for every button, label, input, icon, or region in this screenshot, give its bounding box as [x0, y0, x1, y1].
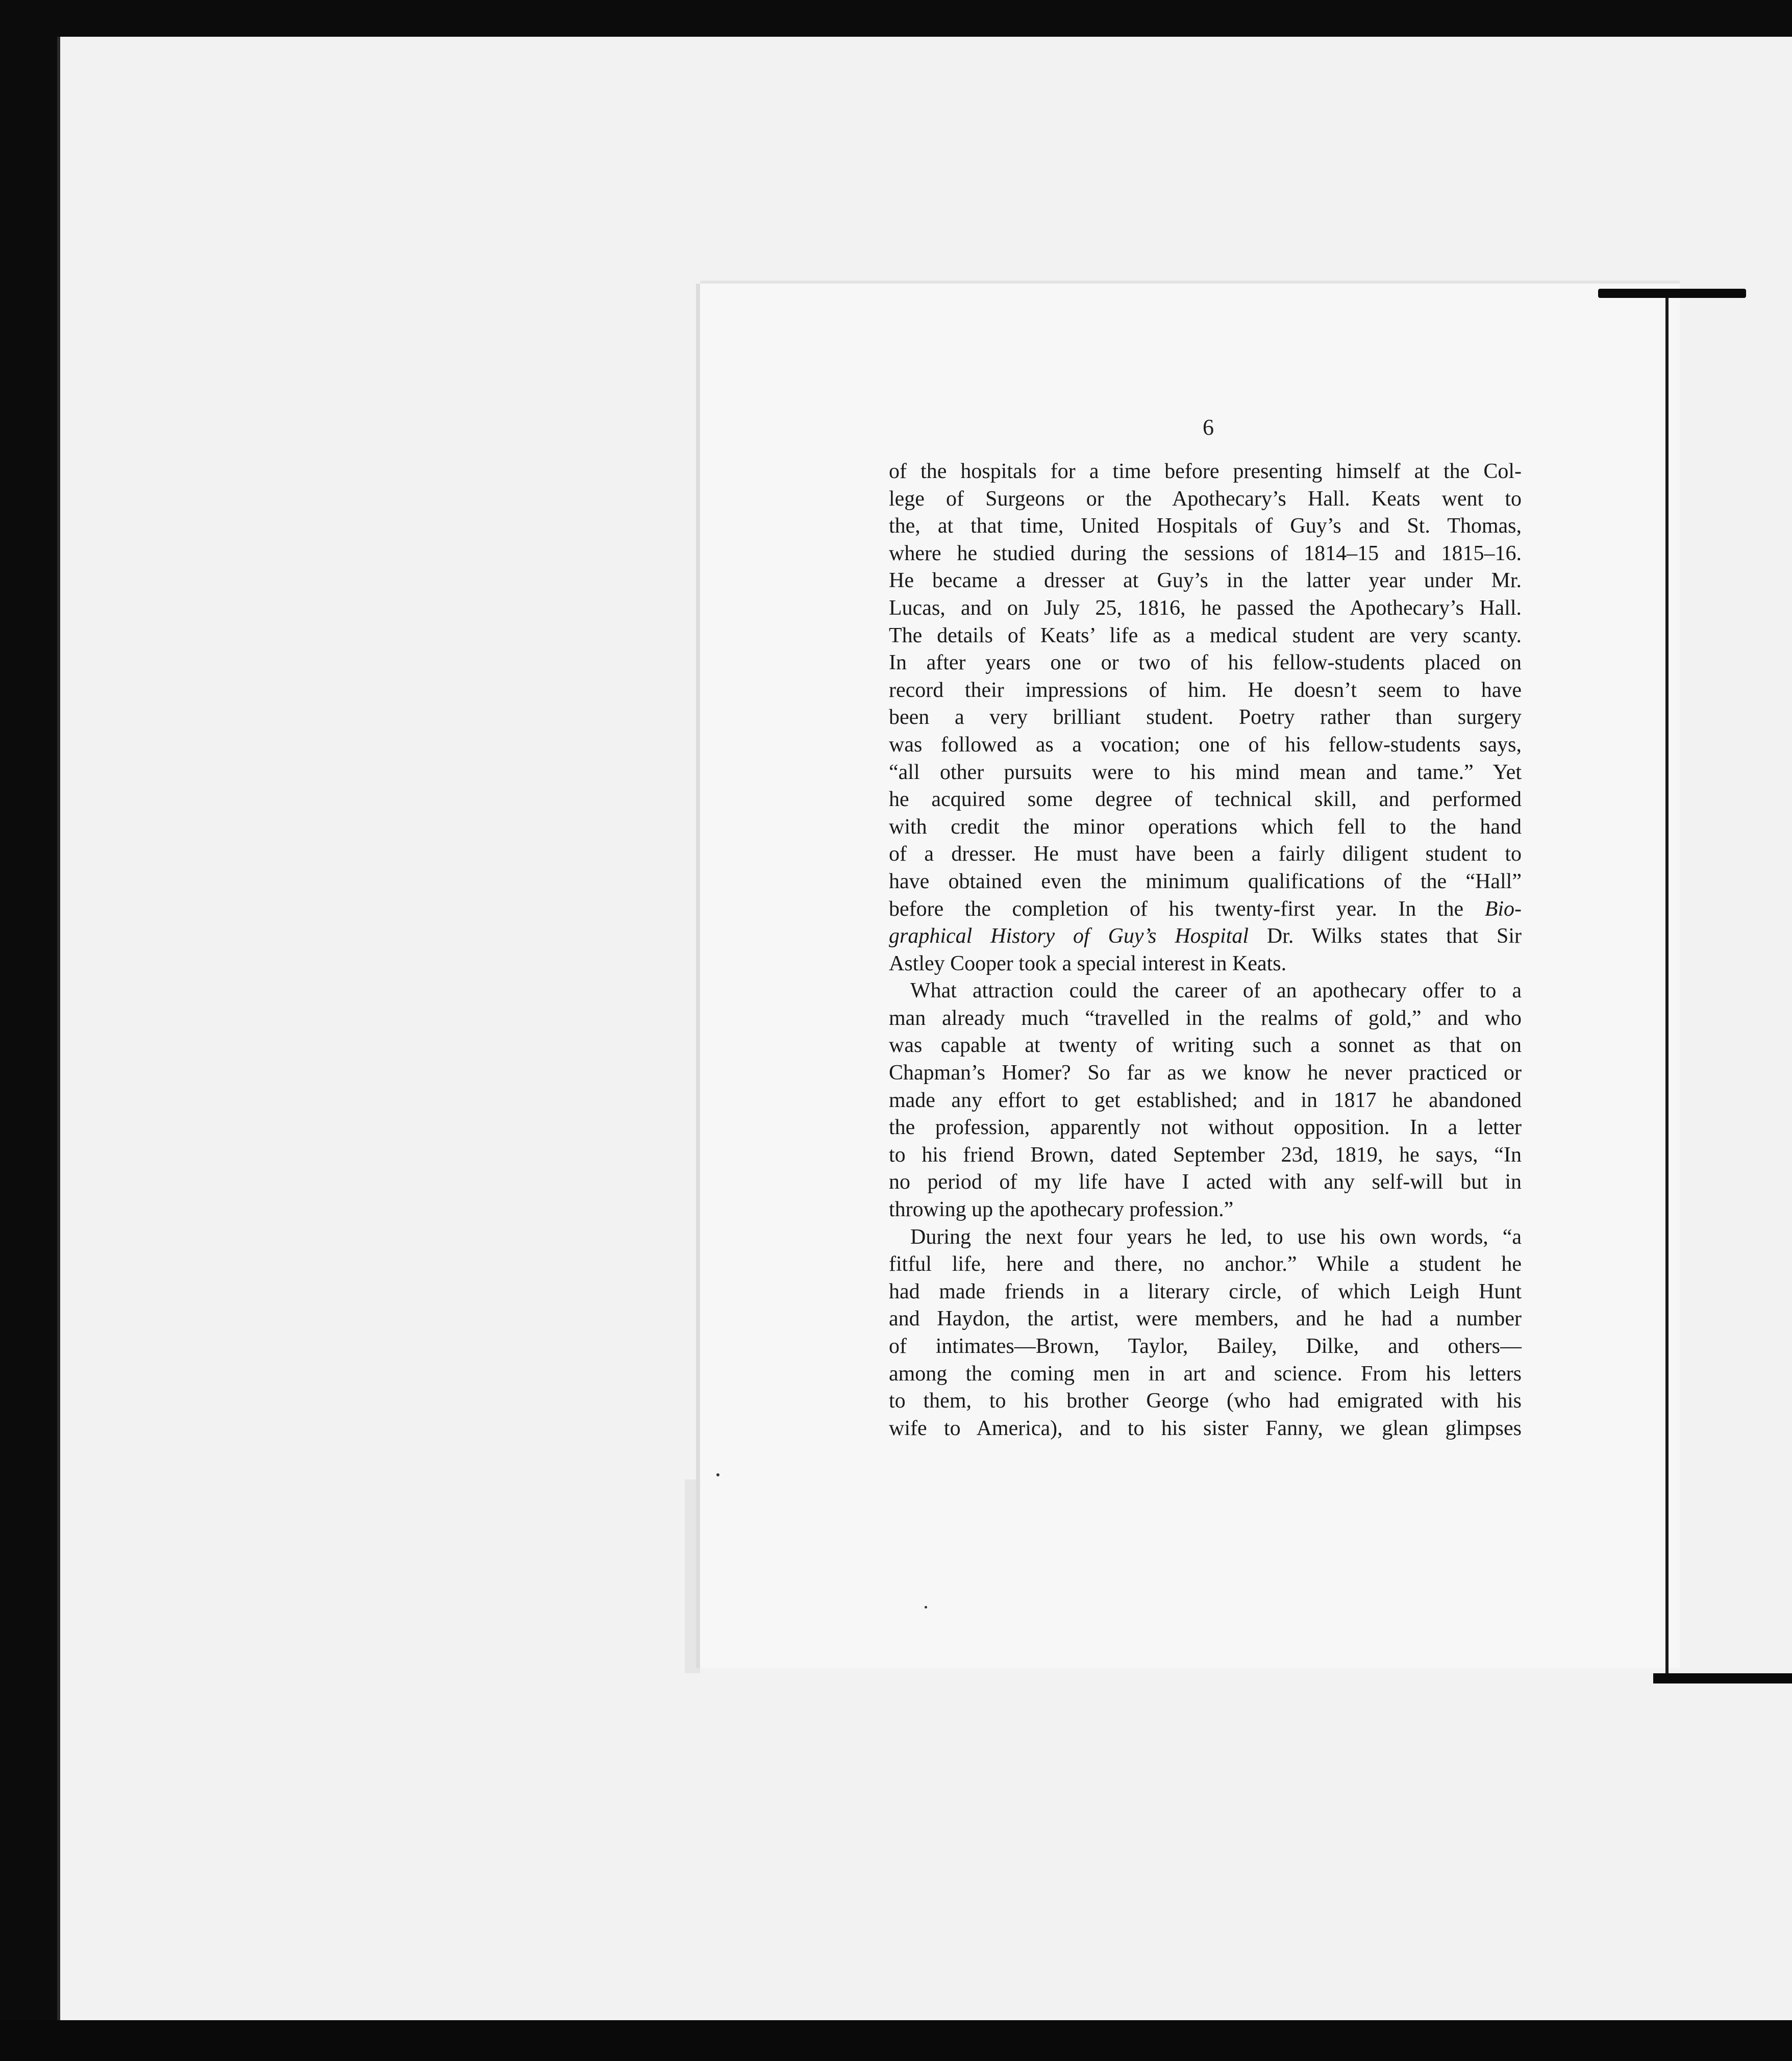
text-line: lege of Surgeons or the Apothecary’s Hall. Keats went to	[889, 487, 1522, 511]
text-line	[889, 923, 1522, 950]
text-line: of a dresser. He must have been a fairly diligent student to	[889, 842, 1522, 866]
microfilm-bottom-border	[0, 2020, 1792, 2061]
text-line: the, at that time, United Hospitals of Guy’s and St. Thomas,	[889, 514, 1522, 538]
text-line: was followed as a vocation; one of his fellow-students says,	[889, 733, 1522, 757]
text-line: In after years one or two of his fellow-students placed on	[889, 651, 1522, 675]
text-line: among the coming men in art and science. From his letters	[889, 1362, 1522, 1386]
text-line: record their impressions of him. He doesn’t seem to have	[889, 678, 1522, 702]
scan-speck	[716, 1473, 719, 1476]
text-line: What attraction could the career of an apothecary offer to a	[910, 979, 1522, 1003]
text-run: Dr. Wilks states that Sir	[1249, 924, 1522, 948]
text-line: Chapman’s Homer? So far as we know he never practiced or	[889, 1061, 1522, 1085]
scan-sheet-edge	[57, 37, 60, 2056]
text-line: where he studied during the sessions of 1814–15 and 1815–16.	[889, 541, 1522, 565]
text-line: The details of Keats’ life as a medical student are very scanty.	[889, 623, 1522, 647]
text-line: to them, to his brother George (who had emigrated with his	[889, 1389, 1522, 1413]
text-line: no period of my life have I acted with any self-will but in	[889, 1170, 1522, 1194]
text-line: During the next four years he led, to use his own words, “a	[910, 1225, 1522, 1249]
page-bracket-top	[1598, 289, 1746, 298]
page-bracket-line	[1665, 298, 1669, 1675]
text-line: man already much “travelled in the realms of gold,” and who	[889, 1006, 1522, 1030]
text-line: He became a dresser at Guy’s in the latter year under Mr.	[889, 569, 1522, 593]
body-text	[889, 458, 1522, 1442]
text-line: have obtained even the minimum qualifications of the “Hall”	[889, 869, 1522, 893]
text-line: the profession, apparently not without opposition. In a letter	[889, 1116, 1522, 1140]
text-line: with credit the minor operations which fell to the hand	[889, 815, 1522, 839]
text-line: throwing up the apothecary profession.”	[889, 1198, 1234, 1222]
book-title-italic: graphical History of Guy’s Hospital	[889, 924, 1249, 948]
page-bracket-bottom	[1653, 1673, 1792, 1683]
text-line: “all other pursuits were to his mind mean and tame.” Yet	[889, 760, 1522, 784]
text-line: and Haydon, the artist, were members, and he had a number	[889, 1307, 1522, 1331]
text-line: of the hospitals for a time before presenting himself at the Col-	[889, 460, 1522, 483]
book-title-italic: Bio-	[1484, 897, 1522, 921]
text-line: Lucas, and on July 25, 1816, he passed the Apothecary’s Hall.	[889, 596, 1522, 620]
text-run: before the completion of his twenty-first year. In the	[889, 897, 1485, 921]
text-line: was capable at twenty of writing such a sonnet as that on	[889, 1034, 1522, 1058]
text-line: had made friends in a literary circle, of which Leigh Hunt	[889, 1279, 1522, 1303]
text-line	[889, 896, 1522, 923]
page-number: 6	[1203, 415, 1214, 440]
text-line: he acquired some degree of technical skill, and performed	[889, 788, 1522, 812]
page-edge-shadow	[685, 1479, 700, 1673]
scan-speck	[925, 1606, 927, 1608]
text-line: to his friend Brown, dated September 23d, 1819, he says, “In	[889, 1143, 1522, 1167]
text-line: been a very brilliant student. Poetry rather than surgery	[889, 706, 1522, 730]
text-line: fitful life, here and there, no anchor.” While a student he	[889, 1252, 1522, 1276]
text-line: made any effort to get established; and in 1817 he abandoned	[889, 1088, 1522, 1112]
text-line: Astley Cooper took a special interest in Keats.	[889, 951, 1287, 975]
text-line: wife to America), and to his sister Fanny, we glean glimpses	[889, 1416, 1522, 1440]
text-line: of intimates—Brown, Taylor, Bailey, Dilke, and others—	[889, 1335, 1522, 1358]
